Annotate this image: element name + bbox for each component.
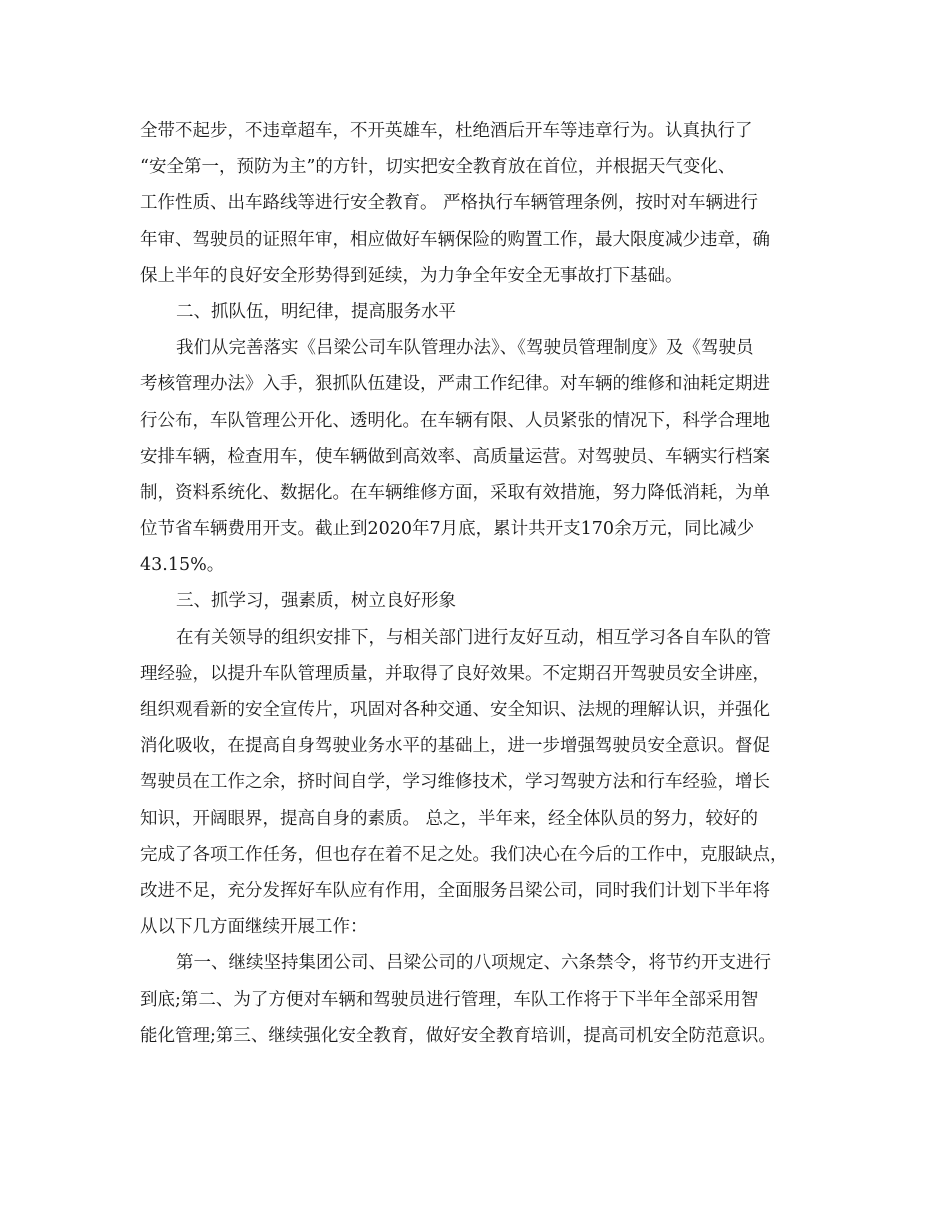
text-line: 制，资料系统化、数据化。在车辆维修方面，采取有效措施，努力降低消耗，为单: [140, 482, 770, 503]
text-line: 年审、驾驶员的证照年审，相应做好车辆保险的购置工作，最大限度减少违章，确: [140, 229, 770, 250]
text-line: 理经验，以提升车队管理质量，并取得了良好效果。不定期召开驾驶员安全讲座，: [140, 663, 770, 684]
text-line: 消化吸收，在提高自身驾驶业务水平的基础上，进一步增强驾驶员安全意识。督促: [140, 736, 770, 757]
text-line: 全带不起步，不违章超车，不开英雄车，杜绝酒后开车等违章行为。认真执行了: [140, 121, 753, 141]
text-line: 从以下几方面继续开展工作：: [140, 917, 368, 938]
text-line: 安排车辆，检查用车，使车辆做到高效率、高质量运营。对驾驶员、车辆实行档案: [140, 446, 770, 467]
text-line: 能化管理;第三、继续强化安全教育，做好安全教育培训，提高司机安全防范意识。: [140, 1025, 776, 1046]
text-line: 行公布，车队管理公开化、透明化。在车辆有限、人员紧张的情况下，科学合理地: [140, 410, 770, 431]
text-line: 保上半年的良好安全形势得到延续，为力争全年安全无事故打下基础。: [140, 265, 683, 286]
text-line: 我们从完善落实《吕梁公司车队管理办法》、《驾驶员管理制度》及《驾驶员: [176, 338, 754, 359]
section-heading: 二、抓队伍，明纪律，提高服务水平: [176, 301, 456, 322]
text-line: 到底;第二、为了方便对车辆和驾驶员进行管理，车队工作将于下半年全部采用智: [140, 989, 759, 1010]
text-line: 在有关领导的组织安排下，与相关部门进行友好互动，相互学习各自车队的管: [176, 627, 771, 648]
text-line: 考核管理办法》入手，狠抓队伍建设，严肃工作纪律。对车辆的维修和油耗定期进: [140, 374, 770, 395]
text-line: 知识，开阔眼界，提高自身的素质。 总之，半年来，经全体队员的努力，较好的: [140, 808, 759, 829]
text-line: 位节省车辆费用开支。截止到2020年7月底，累计共开支170余万元，同比减少: [140, 519, 755, 540]
text-line: 工作性质、出车路线等进行安全教育。 严格执行车辆管理条例，按时对车辆进行: [140, 193, 759, 214]
section-heading: 三、抓学习，强素质，树立良好形象: [176, 591, 456, 612]
text-line: 43.15%。: [140, 555, 225, 576]
text-line: “安全第一，预防为主”的方针，切实把安全教育放在首位，并根据天气变化、: [140, 157, 736, 178]
text-line: 完成了各项工作任务，但也存在着不足之处。我们决心在今后的工作中，克服缺点，: [140, 844, 788, 865]
text-line: 改进不足，充分发挥好车队应有作用，全面服务吕梁公司，同时我们计划下半年将: [140, 880, 770, 901]
document-body: [140, 113, 830, 1054]
text-line: 驾驶员在工作之余，挤时间自学，学习维修技术，学习驾驶方法和行车经验，增长: [140, 772, 770, 793]
text-line: 组织观看新的安全宣传片，巩固对各种交通、安全知识、法规的理解认识，并强化: [140, 700, 770, 720]
text-line: 第一、继续坚持集团公司、吕梁公司的八项规定、六条禁令，将节约开支进行: [176, 953, 771, 974]
